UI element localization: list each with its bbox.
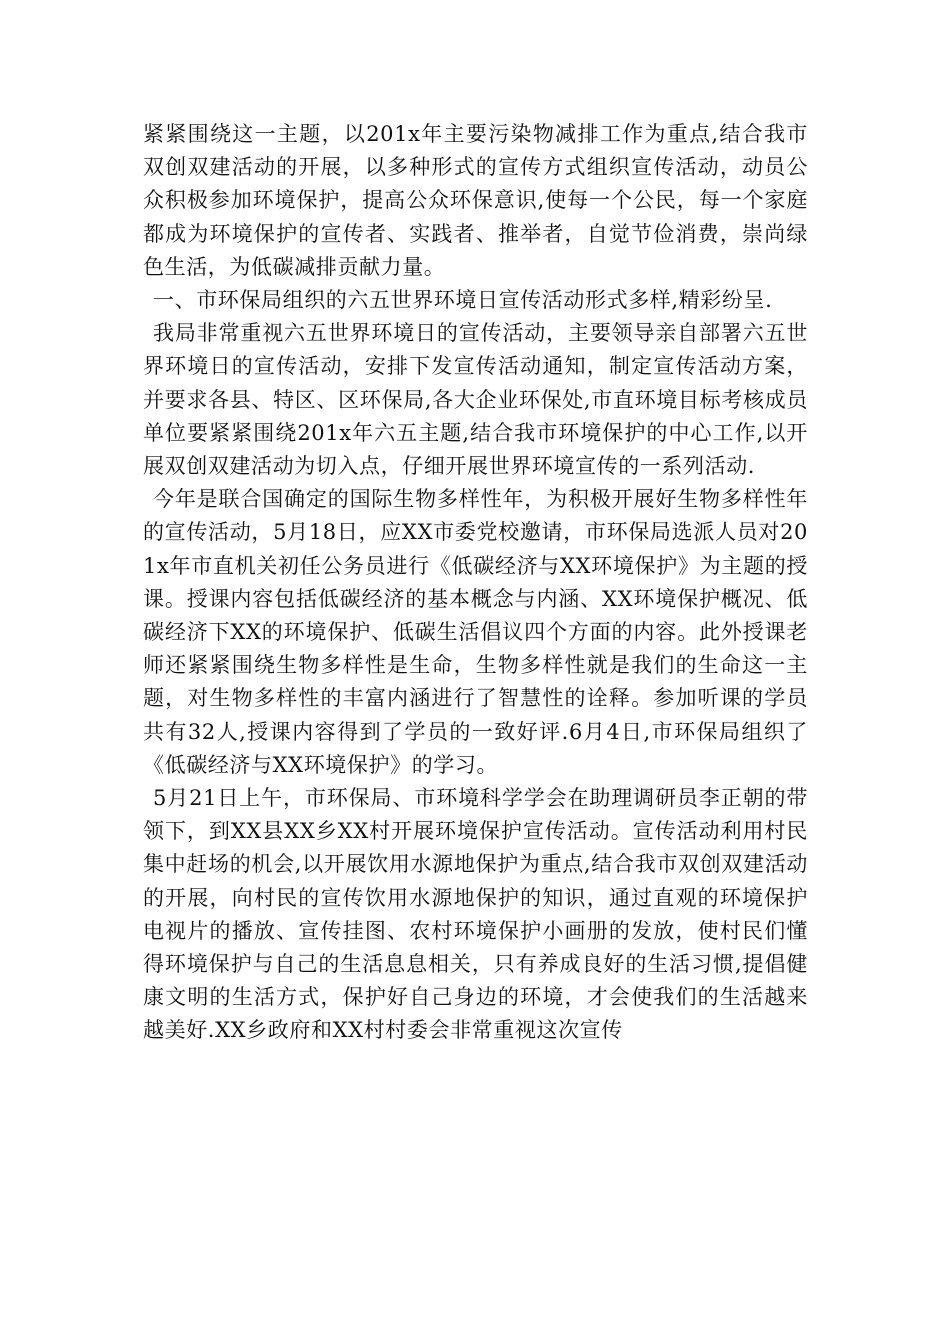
section-heading-1: 一、市环保局组织的六五世界环境日宣传活动形式多样,精彩纷呈. — [153, 288, 773, 313]
paragraph-bureau-deployment: 我局非常重视六五世界环境日的宣传活动，主要领导亲自部署六五世界环境日的宣传活动，安排下发宣传活动通知，制定宣传活动方案，并要求各县、特区、区环保局,各大企业环保处,市直环境目标考核成员单位要紧紧围绕201x年六五主题,结合我市环境保护的中心工作,以开展双创双建活动为切入点，仔细开展世界环境宣传的一系列活动. — [143, 321, 808, 479]
document-body — [143, 118, 808, 1048]
paragraph-village-campaign: 5月21日上午，市环保局、市环境科学学会在助理调研员李正朝的带领下，到XX县XX乡XX村开展环境保护宣传活动。宣传活动利用村民集中赶场的机会,以开展饮用水源地保护为重点,结合我市双创双建活动的开展，向村民的宣传饮用水源地保护的知识，通过直观的环境保护电视片的播放、宣传挂图、农村环境保护小画册的发放，使村民们懂得环境保护与自己的生活息息相关，只有养成良好的生活习惯,提倡健康文明的生活方式，保护好自己身边的环境，才会使我们的生活越来越美好.XX乡政府和XX村村委会非常重视这次宣传 — [143, 786, 808, 1043]
paragraph-biodiversity-lecture: 今年是联合国确定的国际生物多样性年，为积极开展好生物多样性年的宣传活动，5月18日，应XX市委党校邀请，市环保局选派人员对201x年市直机关初任公务员进行《低碳经济与XX环境保护》为主题的授课。授课内容包括低碳经济的基本概念与内涵、XX环境保护概况、低碳经济下XX的环境保护、低碳生活倡议四个方面的内容。此外授课老师还紧紧围绕生物多样性是生命，生物多样性就是我们的生命这一主题，对生物多样性的丰富内涵进行了智慧性的诠释。参加听课的学员共有32人,授课内容得到了学员的一致好评.6月4日,市环保局组织了《低碳经济与XX环境保护》的学习。 — [143, 487, 808, 777]
paragraph-theme-summary: 紧紧围绕这一主题，以201x年主要污染物减排工作为重点,结合我市双创双建活动的开展，以多种形式的宣传方式组织宣传活动，动员公众积极参加环境保护，提高公众环保意识,使每一个公民，每一个家庭都成为环境保护的宣传者、实践者、推举者，自觉节俭消费，崇尚绿色生活，为低碳减排贡献力量。 — [143, 122, 808, 279]
